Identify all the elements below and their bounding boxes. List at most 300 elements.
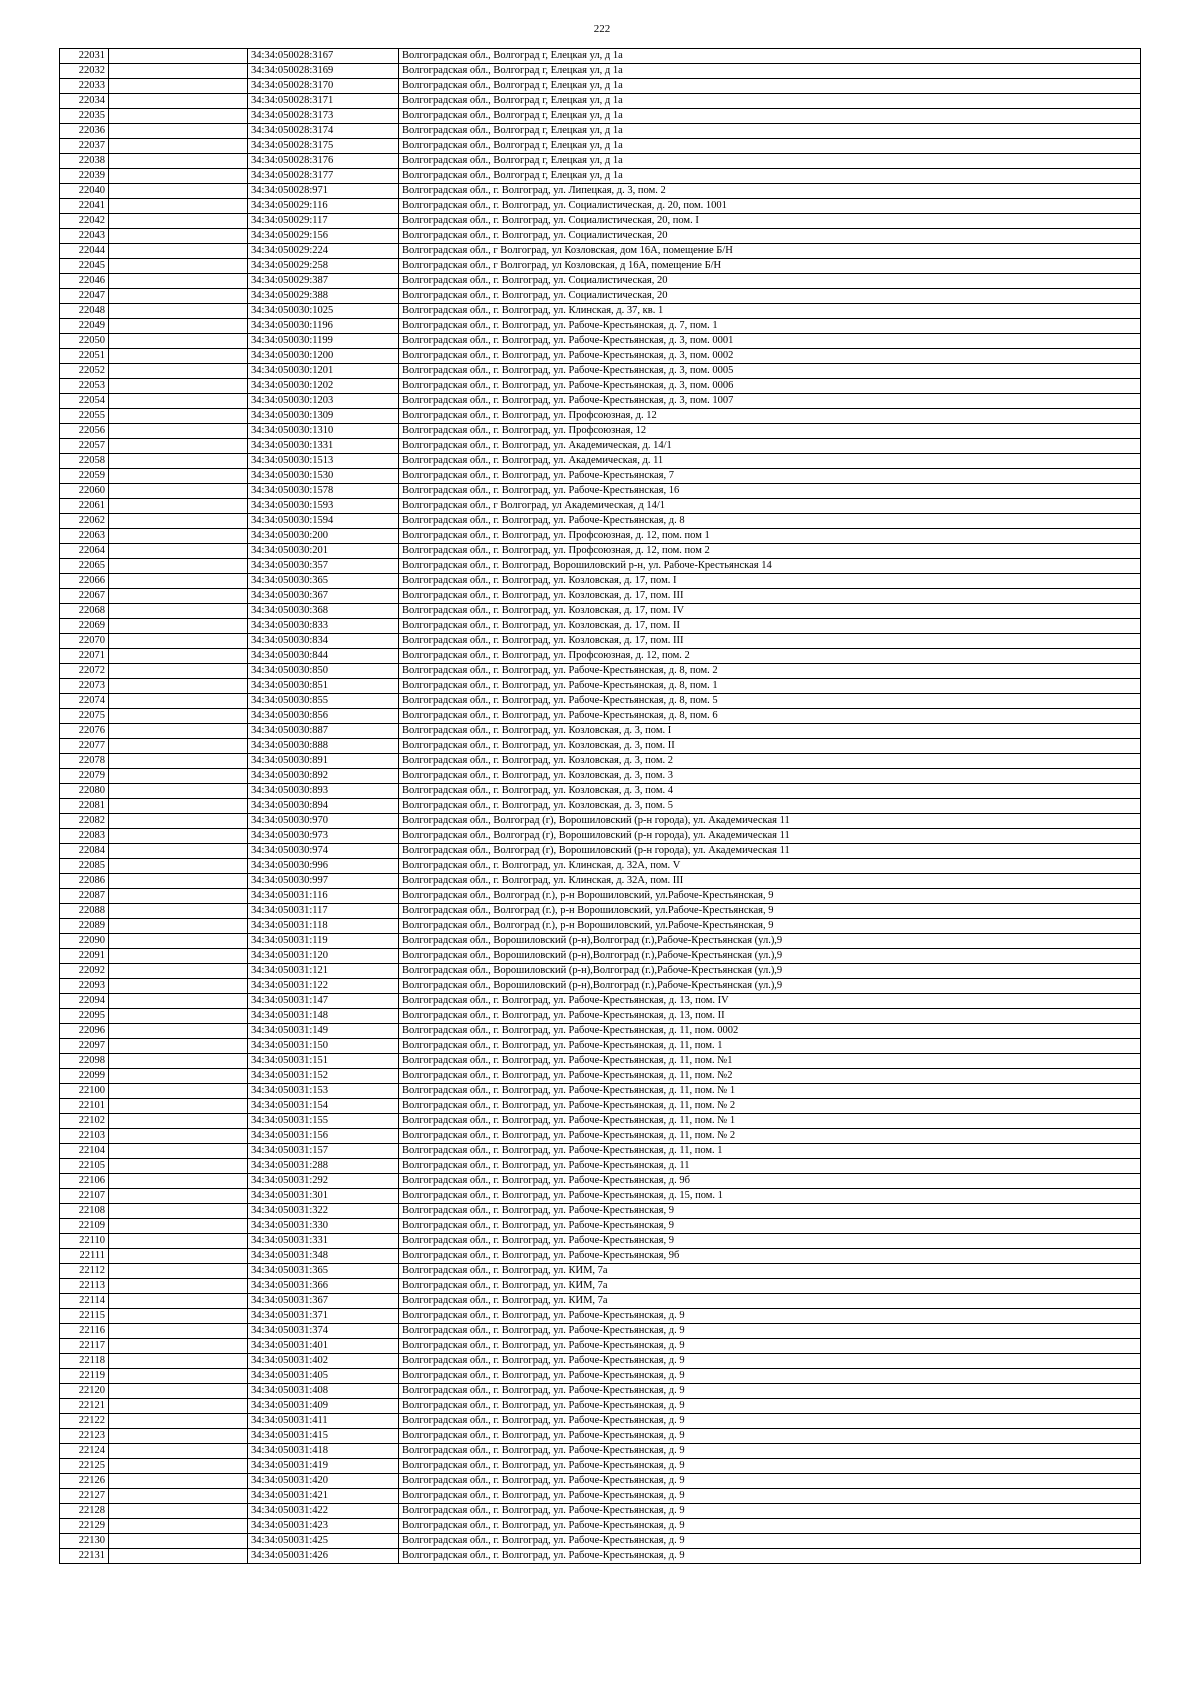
cadastral-number: 34:34:050031:419 [248,1459,399,1474]
table-row [60,679,1141,694]
row-number: 22095 [60,1009,109,1024]
address: Волгоградская обл., г. Волгоград, ул. Рабоче-Крестьянская, д. 9 [399,1489,1141,1504]
address: Волгоградская обл., Ворошиловский (р-н),Волгоград (г.),Рабоче-Крестьянская (ул.),9 [399,949,1141,964]
address: Волгоградская обл., г. Волгоград, ул. КИМ, 7а [399,1294,1141,1309]
table-row [60,1174,1141,1189]
blank-cell [109,859,248,874]
table-row [60,334,1141,349]
table-row [60,814,1141,829]
cadastral-number: 34:34:050031:348 [248,1249,399,1264]
address: Волгоградская обл., г. Волгоград, ул. Рабоче-Крестьянская, д. 11, пом. 1 [399,1039,1141,1054]
address: Волгоградская обл., Волгоград (г.), р-н Ворошиловский, ул.Рабоче-Крестьянская, 9 [399,889,1141,904]
table-row [60,49,1141,64]
row-number: 22060 [60,484,109,499]
address: Волгоградская обл., г. Волгоград, ул. Социалистическая, 20, пом. I [399,214,1141,229]
blank-cell [109,1339,248,1354]
address: Волгоградская обл., г. Волгоград, ул. Рабоче-Крестьянская, д. 3, пом. 0001 [399,334,1141,349]
row-number: 22069 [60,619,109,634]
row-number: 22053 [60,379,109,394]
blank-cell [109,544,248,559]
cadastral-number: 34:34:050029:258 [248,259,399,274]
blank-cell [109,1294,248,1309]
row-number: 22124 [60,1444,109,1459]
row-number: 22051 [60,349,109,364]
table-row [60,424,1141,439]
row-number: 22120 [60,1384,109,1399]
row-number: 22061 [60,499,109,514]
address: Волгоградская обл., Волгоград г, Елецкая ул, д 1а [399,49,1141,64]
row-number: 22072 [60,664,109,679]
blank-cell [109,1384,248,1399]
cadastral-number: 34:34:050029:117 [248,214,399,229]
row-number: 22129 [60,1519,109,1534]
row-number: 22042 [60,214,109,229]
blank-cell [109,274,248,289]
cadastral-number: 34:34:050030:970 [248,814,399,829]
table-row [60,964,1141,979]
blank-cell [109,409,248,424]
table-row [60,439,1141,454]
table-row [60,469,1141,484]
row-number: 22080 [60,784,109,799]
table-row [60,64,1141,79]
row-number: 22125 [60,1459,109,1474]
page-number: 222 [593,23,611,35]
table-row [60,649,1141,664]
row-number: 22052 [60,364,109,379]
cadastral-number: 34:34:050030:850 [248,664,399,679]
blank-cell [109,319,248,334]
table-row [60,229,1141,244]
address: Волгоградская обл., г. Волгоград, ул. Рабоче-Крестьянская, д. 11, пом. № 1 [399,1114,1141,1129]
table-row [60,1339,1141,1354]
address: Волгоградская обл., г. Волгоград, ул. Рабоче-Крестьянская, д. 11, пом. № 1 [399,1084,1141,1099]
address: Волгоградская обл., г. Волгоград, ул. Козловская, д. 17, пом. IV [399,604,1141,619]
row-number: 22083 [60,829,109,844]
address: Волгоградская обл., г. Волгоград, ул. Профсоюзная, д. 12, пом. 2 [399,649,1141,664]
row-number: 22111 [60,1249,109,1264]
table-row [60,844,1141,859]
address: Волгоградская обл., г. Волгоград, ул. Рабоче-Крестьянская, д. 7, пом. 1 [399,319,1141,334]
address: Волгоградская обл., г. Волгоград, ул. Рабоче-Крестьянская, д. 9 [399,1369,1141,1384]
blank-cell [109,1549,248,1564]
table-row [60,994,1141,1009]
row-number: 22078 [60,754,109,769]
address: Волгоградская обл., г. Волгоград, ул. Рабоче-Крестьянская, д. 13, пом. IV [399,994,1141,1009]
table-row [60,1144,1141,1159]
cadastral-number: 34:34:050031:374 [248,1324,399,1339]
row-number: 22106 [60,1174,109,1189]
cadastral-number: 34:34:050031:301 [248,1189,399,1204]
blank-cell [109,754,248,769]
table-row [60,1309,1141,1324]
blank-cell [109,1039,248,1054]
row-number: 22097 [60,1039,109,1054]
table-row [60,724,1141,739]
row-number: 22130 [60,1534,109,1549]
row-number: 22094 [60,994,109,1009]
blank-cell [109,784,248,799]
row-number: 22104 [60,1144,109,1159]
table-row [60,214,1141,229]
address: Волгоградская обл., г. Волгоград, ул. Рабоче-Крестьянская, 9 [399,1204,1141,1219]
blank-cell [109,1474,248,1489]
blank-cell [109,604,248,619]
table-row [60,559,1141,574]
blank-cell [109,499,248,514]
cadastral-number: 34:34:050030:367 [248,589,399,604]
row-number: 22041 [60,199,109,214]
blank-cell [109,109,248,124]
address: Волгоградская обл., г. Волгоград, ул. Социалистическая, 20 [399,289,1141,304]
blank-cell [109,94,248,109]
address: Волгоградская обл., г. Волгоград, ул. Рабоче-Крестьянская, д. 9 [399,1474,1141,1489]
blank-cell [109,1399,248,1414]
table-row [60,904,1141,919]
table-row [60,1474,1141,1489]
cadastral-number: 34:34:050030:997 [248,874,399,889]
blank-cell [109,244,248,259]
address: Волгоградская обл., Волгоград г, Елецкая ул, д 1а [399,64,1141,79]
address: Волгоградская обл., г. Волгоград, ул. Рабоче-Крестьянская, д. 9 [399,1459,1141,1474]
row-number: 22118 [60,1354,109,1369]
address: Волгоградская обл., г. Волгоград, ул. Рабоче-Крестьянская, д. 3, пом. 0005 [399,364,1141,379]
cadastral-number: 34:34:050031:148 [248,1009,399,1024]
table-row [60,1384,1141,1399]
cadastral-number: 34:34:050030:1202 [248,379,399,394]
table-row [60,184,1141,199]
blank-cell [109,454,248,469]
blank-cell [109,1324,248,1339]
row-number: 22075 [60,709,109,724]
blank-cell [109,1009,248,1024]
address: Волгоградская обл., г. Волгоград, ул. Рабоче-Крестьянская, д. 9 [399,1549,1141,1564]
cadastral-number: 34:34:050028:3169 [248,64,399,79]
table-row [60,1069,1141,1084]
cadastral-number: 34:34:050031:152 [248,1069,399,1084]
address: Волгоградская обл., г. Волгоград, ул. Профсоюзная, д. 12, пом. пом 1 [399,529,1141,544]
cadastral-number: 34:34:050031:401 [248,1339,399,1354]
blank-cell [109,259,248,274]
table-row [60,499,1141,514]
blank-cell [109,184,248,199]
blank-cell [109,1429,248,1444]
row-number: 22116 [60,1324,109,1339]
cadastral-number: 34:34:050030:1593 [248,499,399,514]
table-row [60,979,1141,994]
cadastral-number: 34:34:050031:421 [248,1489,399,1504]
cadastral-number: 34:34:050030:855 [248,694,399,709]
cadastral-number: 34:34:050030:856 [248,709,399,724]
table-row [60,694,1141,709]
address: Волгоградская обл., г. Волгоград, ул. Рабоче-Крестьянская, д. 9 [399,1399,1141,1414]
table-row [60,1519,1141,1534]
cadastral-number: 34:34:050030:834 [248,634,399,649]
row-number: 22092 [60,964,109,979]
address: Волгоградская обл., Волгоград г, Елецкая ул, д 1а [399,124,1141,139]
blank-cell [109,214,248,229]
address: Волгоградская обл., г. Волгоград, ул. Рабоче-Крестьянская, д. 9 [399,1339,1141,1354]
row-number: 22099 [60,1069,109,1084]
table-row [60,394,1141,409]
table-row [60,1489,1141,1504]
address: Волгоградская обл., г. Волгоград, ул. Рабоче-Крестьянская, д. 11, пом. №2 [399,1069,1141,1084]
cadastral-number: 34:34:050031:418 [248,1444,399,1459]
cadastral-number: 34:34:050030:1025 [248,304,399,319]
blank-cell [109,1234,248,1249]
address: Волгоградская обл., г. Волгоград, ул. Рабоче-Крестьянская, д. 9 [399,1354,1141,1369]
table-row [60,634,1141,649]
cadastral-number: 34:34:050028:3174 [248,124,399,139]
address: Волгоградская обл., г. Волгоград, ул. Козловская, д. 3, пом. 4 [399,784,1141,799]
table-row [60,1414,1141,1429]
blank-cell [109,844,248,859]
cadastral-number: 34:34:050031:411 [248,1414,399,1429]
address: Волгоградская обл., г. Волгоград, ул. Социалистическая, 20 [399,274,1141,289]
table-row [60,1129,1141,1144]
address: Волгоградская обл., Волгоград г, Елецкая ул, д 1а [399,169,1141,184]
row-number: 22068 [60,604,109,619]
table-row [60,1504,1141,1519]
address: Волгоградская обл., г Волгоград, ул Козловская, д 16А, помещение Б/Н [399,259,1141,274]
table-row [60,769,1141,784]
address: Волгоградская обл., г. Волгоград, ул. Рабоче-Крестьянская, д. 11 [399,1159,1141,1174]
row-number: 22079 [60,769,109,784]
table-row [60,544,1141,559]
table-row [60,604,1141,619]
blank-cell [109,154,248,169]
row-number: 22040 [60,184,109,199]
address: Волгоградская обл., Волгоград г, Елецкая ул, д 1а [399,94,1141,109]
cadastral-number: 34:34:050028:971 [248,184,399,199]
blank-cell [109,1054,248,1069]
row-number: 22050 [60,334,109,349]
address: Волгоградская обл., г. Волгоград, ул. Рабоче-Крестьянская, д. 9 [399,1534,1141,1549]
table-row [60,1204,1141,1219]
blank-cell [109,1444,248,1459]
address: Волгоградская обл., г. Волгоград, ул. Рабоче-Крестьянская, д. 11, пом. № 2 [399,1099,1141,1114]
blank-cell [109,1369,248,1384]
address: Волгоградская обл., г Волгоград, ул Академическая, д 14/1 [399,499,1141,514]
blank-cell [109,229,248,244]
blank-cell [109,169,248,184]
address: Волгоградская обл., Волгоград (г.), р-н Ворошиловский, ул.Рабоче-Крестьянская, 9 [399,904,1141,919]
row-number: 22045 [60,259,109,274]
table-row [60,919,1141,934]
blank-cell [109,1354,248,1369]
address: Волгоградская обл., г. Волгоград, ул. Рабоче-Крестьянская, д. 3, пом. 1007 [399,394,1141,409]
cadastral-number: 34:34:050031:119 [248,934,399,949]
blank-cell [109,484,248,499]
cadastral-number: 34:34:050031:118 [248,919,399,934]
cadastral-number: 34:34:050029:387 [248,274,399,289]
address: Волгоградская обл., г. Волгоград, ул. Рабоче-Крестьянская, д. 13, пом. II [399,1009,1141,1024]
table-row [60,139,1141,154]
cadastral-number: 34:34:050030:1201 [248,364,399,379]
address: Волгоградская обл., Волгоград (г), Ворошиловский (р-н города), ул. Академическая 11 [399,829,1141,844]
blank-cell [109,679,248,694]
address: Волгоградская обл., г. Волгоград, ул. Рабоче-Крестьянская, д. 9 [399,1414,1141,1429]
cadastral-number: 34:34:050030:1196 [248,319,399,334]
address: Волгоградская обл., г. Волгоград, ул. Козловская, д. 17, пом. III [399,634,1141,649]
table-row [60,1219,1141,1234]
cadastral-number: 34:34:050028:3175 [248,139,399,154]
cadastral-number: 34:34:050031:292 [248,1174,399,1189]
table-row [60,784,1141,799]
blank-cell [109,829,248,844]
blank-cell [109,889,248,904]
table-row [60,1249,1141,1264]
table-row [60,304,1141,319]
table-row [60,1114,1141,1129]
address: Волгоградская обл., г. Волгоград, ул. Академическая, д. 11 [399,454,1141,469]
table-row [60,1039,1141,1054]
address: Волгоградская обл., г. Волгоград, ул. Козловская, д. 3, пом. 5 [399,799,1141,814]
cadastral-number: 34:34:050031:121 [248,964,399,979]
cadastral-number: 34:34:050031:371 [248,1309,399,1324]
table-row [60,124,1141,139]
row-number: 22031 [60,49,109,64]
cadastral-number: 34:34:050031:415 [248,1429,399,1444]
blank-cell [109,1504,248,1519]
cadastral-number: 34:34:050029:156 [248,229,399,244]
cadastral-number: 34:34:050031:147 [248,994,399,1009]
table-row [60,259,1141,274]
blank-cell [109,334,248,349]
cadastral-number: 34:34:050029:388 [248,289,399,304]
blank-cell [109,799,248,814]
address: Волгоградская обл., Волгоград г, Елецкая ул, д 1а [399,139,1141,154]
blank-cell [109,814,248,829]
address: Волгоградская обл., г. Волгоград, ул. Козловская, д. 3, пом. 3 [399,769,1141,784]
cadastral-number: 34:34:050030:833 [248,619,399,634]
cadastral-number: 34:34:050030:996 [248,859,399,874]
table-row [60,154,1141,169]
cadastral-number: 34:34:050030:1530 [248,469,399,484]
registry-table [59,48,1141,1564]
cadastral-number: 34:34:050031:330 [248,1219,399,1234]
address: Волгоградская обл., г. Волгоград, ул. Козловская, д. 3, пом. II [399,739,1141,754]
blank-cell [109,379,248,394]
table-row [60,1099,1141,1114]
cadastral-number: 34:34:050030:1309 [248,409,399,424]
address: Волгоградская обл., г Волгоград, ул Козловская, дом 16А, помещение Б/Н [399,244,1141,259]
row-number: 22076 [60,724,109,739]
blank-cell [109,559,248,574]
row-number: 22119 [60,1369,109,1384]
blank-cell [109,1099,248,1114]
cadastral-number: 34:34:050031:157 [248,1144,399,1159]
cadastral-number: 34:34:050031:154 [248,1099,399,1114]
row-number: 22091 [60,949,109,964]
table-row [60,889,1141,904]
cadastral-number: 34:34:050030:368 [248,604,399,619]
cadastral-number: 34:34:050030:357 [248,559,399,574]
cadastral-number: 34:34:050030:1594 [248,514,399,529]
cadastral-number: 34:34:050031:425 [248,1534,399,1549]
table-row [60,529,1141,544]
table-row [60,664,1141,679]
cadastral-number: 34:34:050031:288 [248,1159,399,1174]
address: Волгоградская обл., г. Волгоград, ул. Рабоче-Крестьянская, д. 8 [399,514,1141,529]
address: Волгоградская обл., г. Волгоград, ул. Рабоче-Крестьянская, д. 11, пом. 0002 [399,1024,1141,1039]
table-row [60,409,1141,424]
registry-table-body [60,49,1141,1564]
cadastral-number: 34:34:050031:122 [248,979,399,994]
cadastral-number: 34:34:050030:201 [248,544,399,559]
cadastral-number: 34:34:050030:1200 [248,349,399,364]
row-number: 22127 [60,1489,109,1504]
cadastral-number: 34:34:050030:851 [248,679,399,694]
blank-cell [109,919,248,934]
blank-cell [109,1114,248,1129]
table-row [60,1159,1141,1174]
row-number: 22086 [60,874,109,889]
cadastral-number: 34:34:050029:224 [248,244,399,259]
cadastral-number: 34:34:050030:973 [248,829,399,844]
cadastral-number: 34:34:050031:322 [248,1204,399,1219]
row-number: 22098 [60,1054,109,1069]
blank-cell [109,49,248,64]
blank-cell [109,979,248,994]
address: Волгоградская обл., Волгоград г, Елецкая ул, д 1а [399,154,1141,169]
row-number: 22090 [60,934,109,949]
cadastral-number: 34:34:050031:117 [248,904,399,919]
address: Волгоградская обл., г. Волгоград, ул. Козловская, д. 3, пом. 2 [399,754,1141,769]
blank-cell [109,1204,248,1219]
address: Волгоградская обл., г. Волгоград, ул. Социалистическая, д. 20, пом. 1001 [399,199,1141,214]
blank-cell [109,529,248,544]
row-number: 22065 [60,559,109,574]
table-row [60,619,1141,634]
table-row [60,1189,1141,1204]
blank-cell [109,634,248,649]
row-number: 22100 [60,1084,109,1099]
row-number: 22112 [60,1264,109,1279]
row-number: 22102 [60,1114,109,1129]
row-number: 22071 [60,649,109,664]
cadastral-number: 34:34:050031:120 [248,949,399,964]
cadastral-number: 34:34:050030:887 [248,724,399,739]
row-number: 22121 [60,1399,109,1414]
cadastral-number: 34:34:050031:156 [248,1129,399,1144]
row-number: 22055 [60,409,109,424]
address: Волгоградская обл., г. Волгоград, ул. Профсоюзная, д. 12 [399,409,1141,424]
address: Волгоградская обл., г. Волгоград, ул. Рабоче-Крестьянская, д. 9 [399,1519,1141,1534]
table-row [60,244,1141,259]
table-row [60,589,1141,604]
table-row [60,1024,1141,1039]
row-number: 22103 [60,1129,109,1144]
row-number: 22117 [60,1339,109,1354]
blank-cell [109,874,248,889]
address: Волгоградская обл., г. Волгоград, ул. Рабоче-Крестьянская, д. 8, пом. 2 [399,664,1141,679]
table-row [60,934,1141,949]
table-row [60,949,1141,964]
row-number: 22101 [60,1099,109,1114]
cadastral-number: 34:34:050030:892 [248,769,399,784]
table-row [60,1294,1141,1309]
table-row [60,754,1141,769]
address: Волгоградская обл., г. Волгоград, ул. Рабоче-Крестьянская, д. 8, пом. 6 [399,709,1141,724]
blank-cell [109,574,248,589]
cadastral-number: 34:34:050030:893 [248,784,399,799]
address: Волгоградская обл., г. Волгоград, ул. Клинская, д. 32А, пом. V [399,859,1141,874]
table-row [60,1084,1141,1099]
cadastral-number: 34:34:050030:365 [248,574,399,589]
row-number: 22064 [60,544,109,559]
address: Волгоградская обл., г. Волгоград, ул. Рабоче-Крестьянская, д. 9б [399,1174,1141,1189]
